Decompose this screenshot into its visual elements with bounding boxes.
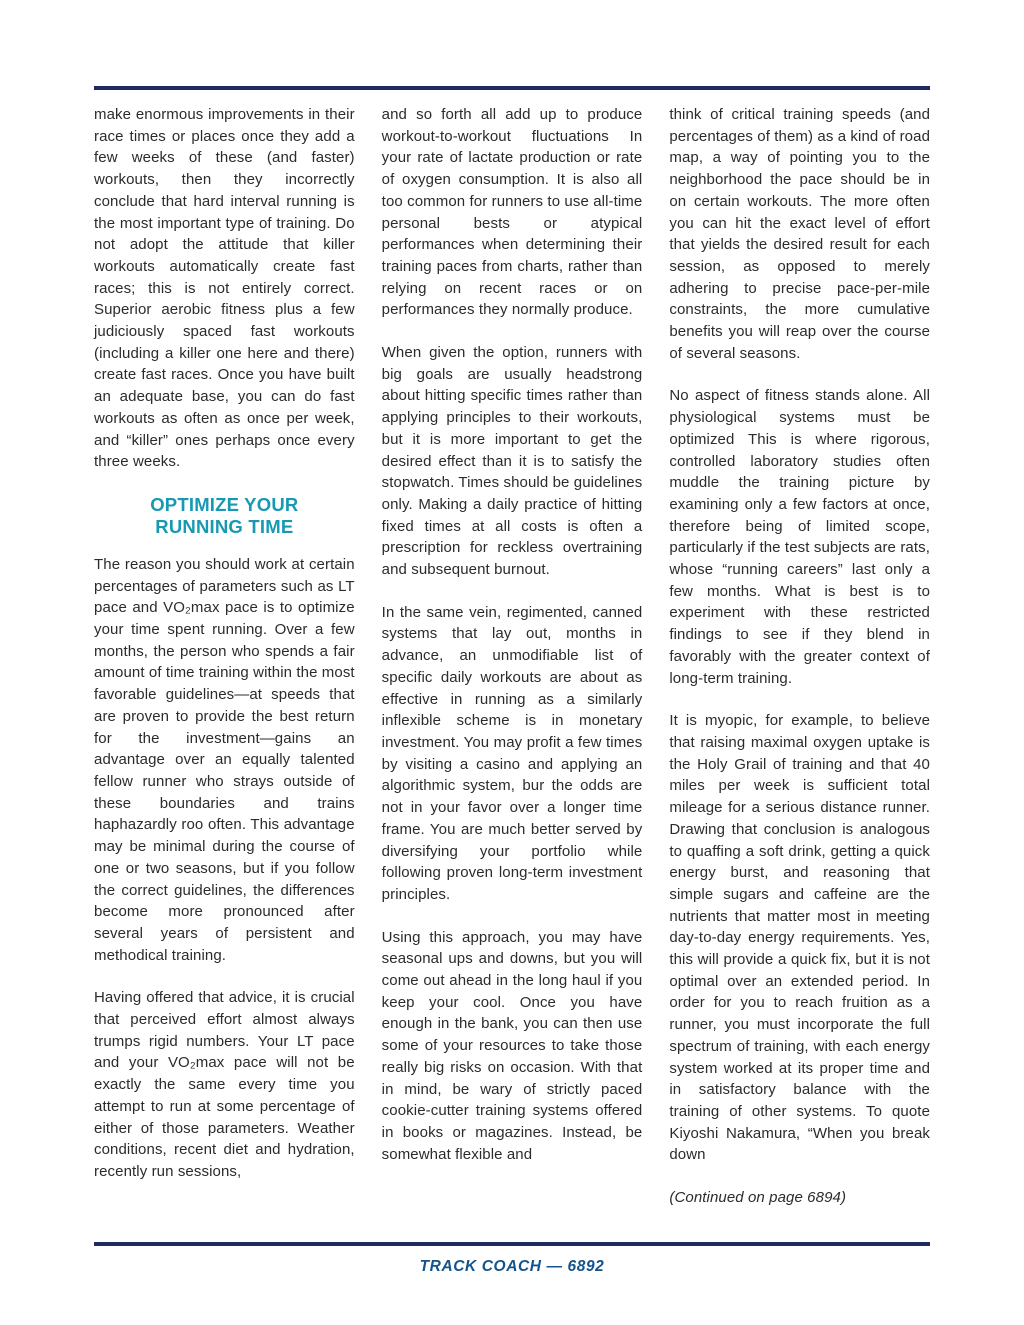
paragraph: It is myopic, for example, to believe that raising maximal oxygen uptake is the Holy Grail of training and that 40 miles per week is sufficient total mileage for a serious distance runner. Drawing that conclusion is analogous to quaffing a soft drink, getting a quick energy burst, and reasoning that simple sugars and caffeine are the nutrients that matter most in meeting day-to-day energy requirements. Yes, this will provide a quick fix, but it is not optimal over an extended period. In order for you to reach fruition as a runner, you must incorporate the full spectrum of training, with each energy system worked at its proper time and in satisfactory balance with the training of other systems. To quote Kiyoshi Nakamura, “When you break down xyxy=(669,712,931,1164)
paragraph: Having offered that advice, it is crucial that perceived effort almost always trumps rigid numbers. Your LT pace and your VO₂max pace will not be exactly the same every time you attempt to run at some percentage of either of those parameters. Weather conditions, recent diet and hydration, recently run sessions, xyxy=(94,989,355,1180)
paragraph: make enormous improvements in their race times or places once they add a few weeks of these (and faster) workouts, then they incorrectly conclude that hard interval running is the most important type of training. Do not adopt the attitude that killer workouts automatically create fast races; this is not entirely correct. Superior aerobic fitness plus a few judiciously spaced fast workouts (including a killer one here and there) create fast races. Once you have built an adequate base, you can do fast workouts as often as once per week, and “killer” ones perhaps once every three weeks. xyxy=(94,106,355,471)
column-2 xyxy=(382,104,643,1234)
section-heading xyxy=(94,494,355,538)
column-3 xyxy=(669,104,930,1234)
paragraph: and so forth all add up to produce workout-to-workout fluctuations In your rate of lactate production or rate of oxygen consumption. It is also all too common for runners to use all-time personal bests or atypical performances when determining their training paces from charts, rather than relying on recent races or on performances they normally produce. xyxy=(381,106,643,319)
paragraph: The reason you should work at certain percentages of parameters such as LT pace and VO₂max pace is to optimize your time spent running. Over a few months, the person who spends a fair amount of time training within the most favorable guidelines—at speeds that are proven to provide the best return for the investment—gains an advantage over an equally talented fellow runner who strays outside of these boundaries and trains haphazardly roo often. This advantage may be minimal during the course of one or two seasons, but if you follow the correct guidelines, the differences become more pronounced after several years of persistent and methodical training. xyxy=(94,555,355,964)
continued-note: (Continued on page 6894) xyxy=(669,1189,847,1207)
top-rule xyxy=(94,86,930,90)
paragraph: When given the option, runners with big goals are usually headstrong about hitting specific times rather than applying principles to their workouts, but it is more important to get the desired effect than it is to satisfy the stopwatch. Times should be guidelines only. Making a daily practice of hitting fixed times at all costs is often a prescription for reckless overtraining and subsequent burnout. xyxy=(381,344,643,579)
article-columns xyxy=(94,104,930,1234)
bottom-rule xyxy=(94,1242,930,1246)
paragraph: Using this approach, you may have seasonal ups and downs, but you will come out ahead in the long haul if you keep your cool. Once you have enough in the bank, you can then use some of your resources to take those really big risks on occasion. With that in mind, be wary of strictly paced cookie-cutter training systems offered in books or magazines. Instead, be somewhat flexible and xyxy=(381,928,643,1163)
paragraph: In the same vein, regimented, canned systems that lay out, months in advance, an unmodifiable list of specific daily workouts are about as effective in running as a similarly inflexible scheme is in monetary investment. You may profit a few times by visiting a casino and applying an algorithmic system, bur the odds are not in your favor over a longer time frame. You are much better served by diversifying your portfolio while following proven long-term investment principles. xyxy=(381,603,643,903)
page-footer: TRACK COACH — 6892 xyxy=(419,1258,605,1275)
section-heading-line1: OPTIMIZE YOUR xyxy=(150,493,299,515)
section-heading-line2: RUNNING TIME xyxy=(155,515,294,537)
paragraph: think of critical training speeds (and percentages of them) as a kind of road map, a way of pointing you to the neighborhood the pace should be in on certain workouts. The more often you can hit the exact level of effort that yields the desired result for each session, as opposed to merely adhering to precise pace-per-mile constraints, the more cumulative benefits you will reap over the course of several seasons. xyxy=(669,106,931,362)
column-1 xyxy=(94,104,355,1234)
paragraph: No aspect of fitness stands alone. All physiological systems must be optimized This is where rigorous, controlled laboratory studies often muddle the training picture by examining only a few factors at once, therefore being of limited scope, particularly if the test subjects are rats, whose “running careers” last only a few months. What is best is to experiment with these restricted findings to see if they blend in favorably with the greater context of long-term training. xyxy=(669,387,931,687)
